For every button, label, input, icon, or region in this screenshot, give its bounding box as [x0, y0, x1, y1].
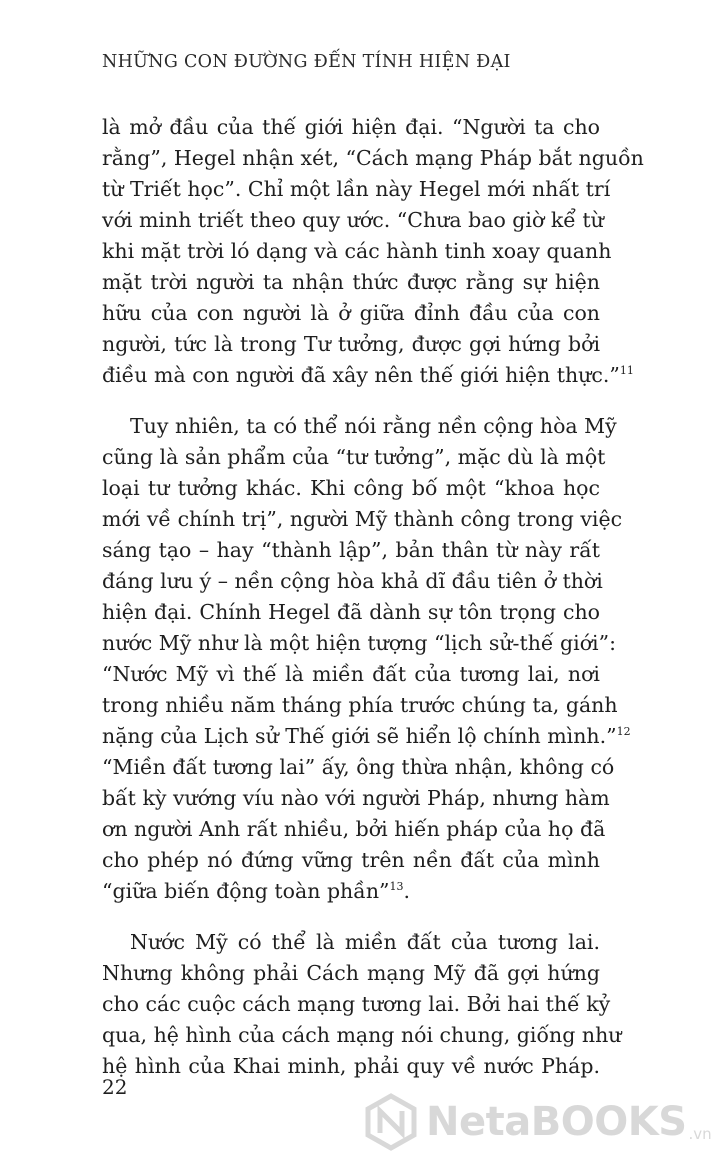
text-line: qua, hệ hình của cách mạng nói chung, giống như [102, 1023, 622, 1047]
text-line-content: nặng của Lịch sử Thế giới sẽ hiển lộ chính mình.” [102, 724, 617, 748]
text-line: cho các cuộc cách mạng tương lai. Bởi hai thế kỷ [102, 992, 611, 1016]
text-line: rằng”, Hegel nhận xét, “Cách mạng Pháp bắt nguồn [102, 146, 644, 170]
text-line: với minh triết theo quy ước. “Chưa bao giờ kể từ [102, 208, 604, 232]
text-line: nước Mỹ như là một hiện tượng “lịch sử-thế giới”: [102, 631, 617, 655]
running-header: NHỮNG CON ĐƯỜNG ĐẾN TÍNH HIỆN ĐẠI [102, 52, 511, 72]
text-line: từ Triết học”. Chỉ một lần này Hegel mới nhất trí [102, 177, 611, 201]
text-line: trong nhiều năm tháng phía trước chúng ta, gánh [102, 693, 618, 717]
page-number: 22 [102, 1075, 128, 1099]
text-line [102, 360, 634, 391]
text-line: mặt trời người ta nhận thức được rằng sự hiện [102, 270, 600, 294]
body-text [102, 112, 644, 1082]
watermark [362, 1093, 712, 1151]
paragraph-1 [102, 112, 644, 391]
text-line: loại tư tưởng khác. Khi công bố một “khoa học [102, 476, 600, 500]
text-line: sáng tạo – hay “thành lập”, bản thân từ này rất [102, 538, 600, 562]
text-line: đáng lưu ý – nền cộng hòa khả dĩ đầu tiên ở thời [102, 569, 603, 593]
text-line [102, 876, 600, 907]
text-line: Nước Mỹ có thể là miền đất của tương lai. [130, 930, 600, 954]
text-line: người, tức là trong Tư tưởng, được gợi hứng bởi [102, 332, 600, 356]
text-line: ơn người Anh rất nhiều, bởi hiến pháp của họ đã [102, 817, 606, 841]
footnote-marker: 13 [389, 880, 404, 894]
text-line: là mở đầu của thế giới hiện đại. “Người ta cho [102, 115, 600, 139]
text-line: Tuy nhiên, ta có thể nói rằng nền cộng hòa Mỹ [130, 414, 617, 438]
text-line: “Nước Mỹ vì thế là miền đất của tương lai, nơi [102, 662, 600, 686]
netabooks-logo-icon [362, 1093, 420, 1151]
footnote-marker: 11 [619, 364, 634, 378]
text-line: hệ hình của Khai minh, phải quy về nước Pháp. [102, 1054, 600, 1078]
text-line [102, 721, 631, 752]
text-line: bất kỳ vướng víu nào với người Pháp, nhưng hàm [102, 786, 610, 810]
text-line: “Miền đất tương lai” ấy, ông thừa nhận, không có [102, 755, 615, 779]
watermark-brand: NetaBOOKS [426, 1099, 687, 1145]
footnote-marker: 12 [616, 725, 631, 739]
text-line: cũng là sản phẩm của “tư tưởng”, mặc dù là một [102, 445, 606, 469]
text-line: hiện đại. Chính Hegel đã dành sự tôn trọng cho [102, 600, 600, 624]
text-line: cho phép nó đứng vững trên nền đất của mình [102, 848, 600, 872]
text-line: hữu của con người là ở giữa đỉnh đầu của con [102, 301, 600, 325]
text-line: mới về chính trị”, người Mỹ thành công trong việc [102, 507, 623, 531]
text-line: khi mặt trời ló dạng và các hành tinh xoay quanh [102, 239, 612, 263]
text-line: Nhưng không phải Cách mạng Mỹ đã gợi hứng [102, 961, 600, 985]
paragraph-2 [102, 411, 631, 907]
paragraph-3 [102, 927, 622, 1082]
text-line-content: điều mà con người đã xây nên thế giới hiện thực.” [102, 363, 620, 387]
watermark-domain: .vn [688, 1125, 712, 1143]
text-line-content: “giữa biến động toàn phần” [102, 879, 390, 903]
sentence-end: . [403, 879, 411, 903]
